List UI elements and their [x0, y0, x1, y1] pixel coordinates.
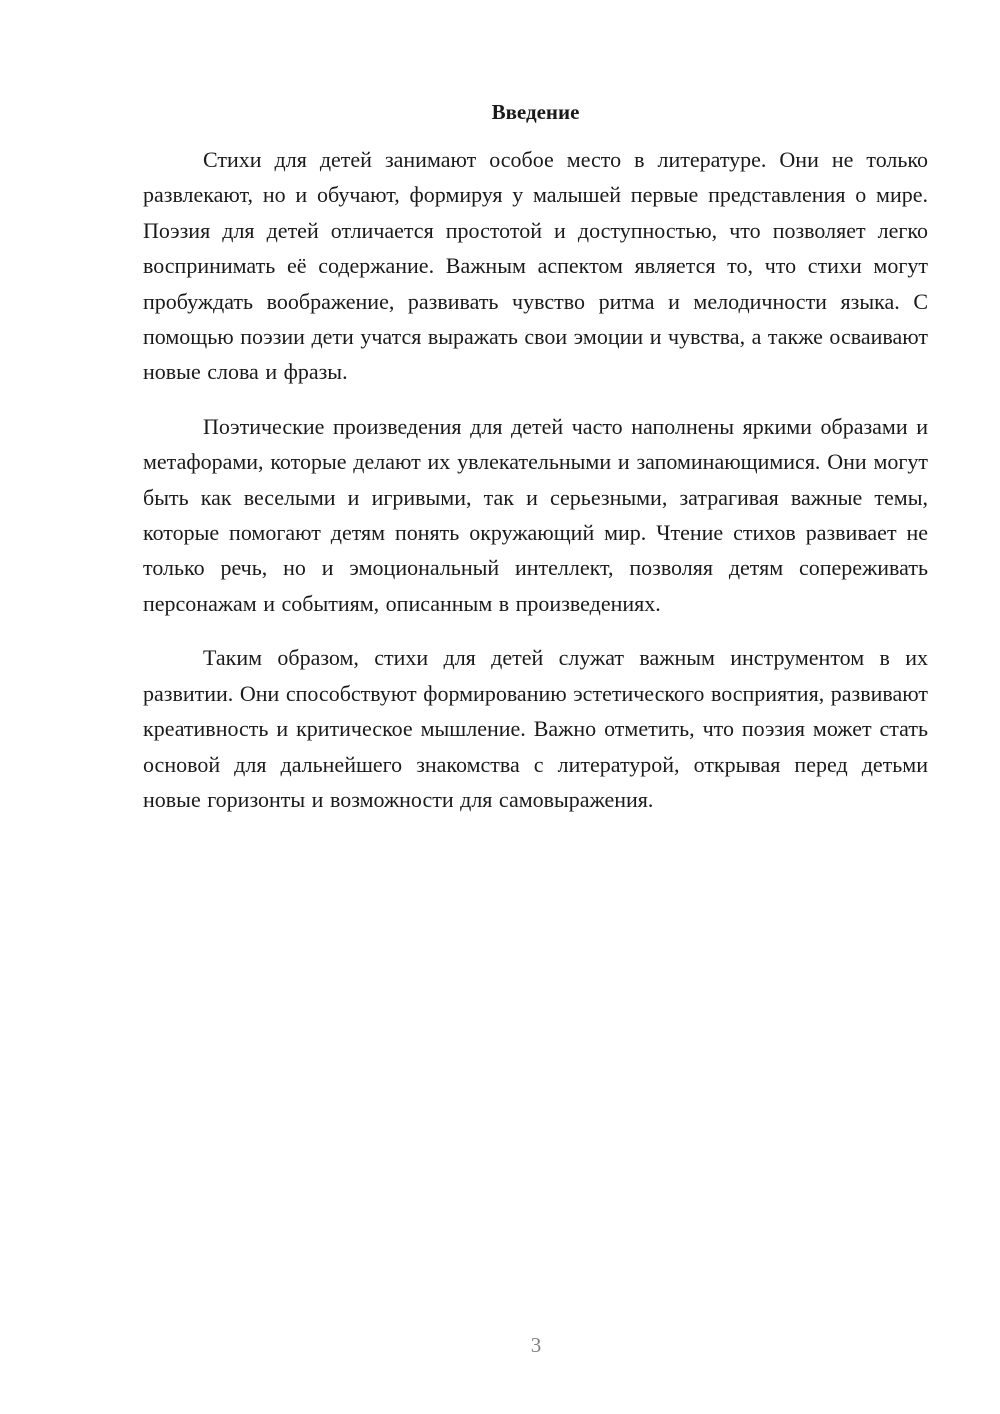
paragraph-3: Таким образом, стихи для детей служат важным инструментом в их развитии. Они способствуют формированию эстетического восприятия, развивают креативность и критическое мышление. Важно отметить, что поэзия может стать основой для дальнейшего знакомства с литературой, открывая перед детьми новые горизонты и возможности для самовыражения. — [143, 645, 928, 812]
section-title: Введение — [491, 100, 580, 124]
body-text — [143, 142, 928, 836]
paragraph-2: Поэтические произведения для детей часто наполнены яркими образами и метафорами, которые делают их увлекательными и запоминающимися. Они могут быть как веселыми и игривыми, так и серьезными, затрагивая важные темы, которые помогают детям понять окружающий мир. Чтение стихов развивает не только речь, но и эмоциональный интеллект, позволяя детям сопереживать персонажам и событиям, описанным в произведениях. — [143, 413, 928, 616]
paragraph-1: Стихи для детей занимают особое место в литературе. Они не только развлекают, но и обучают, формируя у малышей первые представления о мире. Поэзия для детей отличается простотой и доступностью, что позволяет легко воспринимать её содержание. Важным аспектом является то, что стихи могут пробуждать воображение, развивать чувство ритма и мелодичности языка. С помощью поэзии дети учатся выражать свои эмоции и чувства, а также осваивают новые слова и фразы. — [143, 147, 928, 385]
page-number: 3 — [530, 1333, 542, 1357]
